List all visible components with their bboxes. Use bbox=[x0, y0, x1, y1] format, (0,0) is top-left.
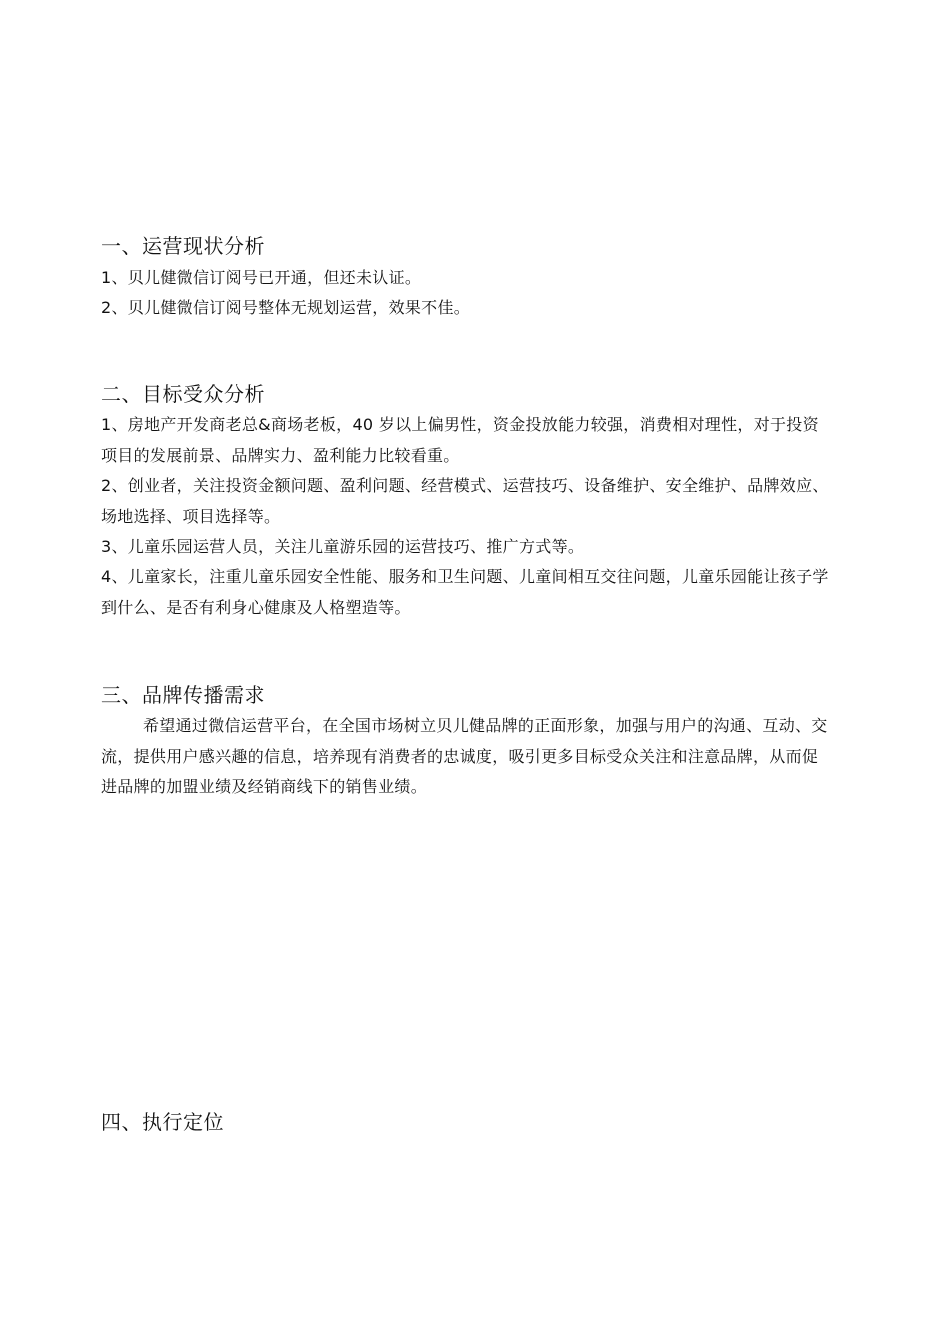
section-heading-2: 二、目标受众分析 bbox=[101, 382, 265, 406]
section-1-item-1: 1、贝儿健微信订阅号已开通，但还未认证。 bbox=[101, 268, 422, 287]
section-2-item-3: 3、儿童乐园运营人员，关注儿童游乐园的运营技巧、推广方式等。 bbox=[101, 537, 585, 556]
section-2-item-2: 2、创业者，关注投资金额问题、盈利问题、经营模式、运营技巧、设备维护、安全维护、品牌效应、场地选择、项目选择等。 bbox=[101, 476, 829, 526]
section-heading-1: 一、运营现状分析 bbox=[101, 234, 265, 258]
section-2-item-1: 1、房地产开发商老总&商场老板，40 岁以上偏男性，资金投放能力较强，消费相对理性，对于投资项目的发展前景、品牌实力、盈利能力比较看重。 bbox=[101, 415, 819, 465]
section-2-item-4: 4、儿童家长，注重儿童乐园安全性能、服务和卫生问题、儿童间相互交往问题，儿童乐园能让孩子学到什么、是否有利身心健康及人格塑造等。 bbox=[101, 567, 829, 617]
section-heading-4: 四、执行定位 bbox=[101, 1110, 224, 1134]
section-3-paragraph: 希望通过微信运营平台，在全国市场树立贝儿健品牌的正面形象，加强与用户的沟通、互动、交流，提供用户感兴趣的信息，培养现有消费者的忠诚度，吸引更多目标受众关注和注意品牌，从而促进品牌的加盟业绩及经销商线下的销售业绩。 bbox=[101, 716, 828, 796]
section-heading-3: 三、品牌传播需求 bbox=[101, 683, 265, 707]
section-1-item-2: 2、贝儿健微信订阅号整体无规划运营，效果不佳。 bbox=[101, 298, 471, 317]
